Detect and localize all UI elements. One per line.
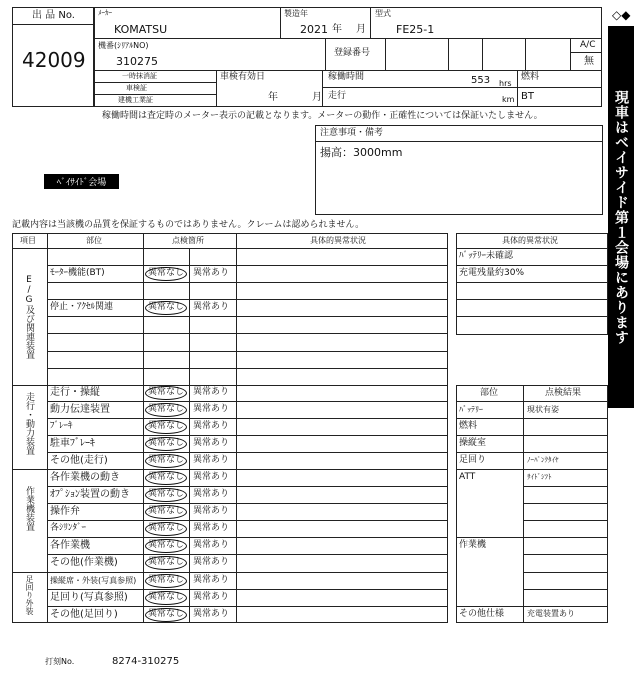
group-exterior: 足回り外装 xyxy=(25,575,34,615)
remarks-text: 揚高：3000mm xyxy=(320,146,403,159)
year-label: 製造年 xyxy=(284,9,308,18)
col-point: 点検箇所 xyxy=(172,236,204,245)
part-cab-exterior: 操縦席・外装(写真参照) xyxy=(50,576,137,585)
side-diamonds-bottom: ◇◆ xyxy=(612,380,631,394)
side-banner: 現車はベイサイド第１会場にあります xyxy=(608,26,634,408)
detail-line-2: 充電残量約30% xyxy=(459,268,525,278)
group-work: 作業機装置 xyxy=(24,486,34,531)
disclaimer: 記載内容は当該機の品質を保証するものではありません。クレームは認められません。 xyxy=(12,220,365,230)
serial-value: 310275 xyxy=(116,55,158,68)
remarks-title: 注意事項・備考 xyxy=(320,128,384,138)
col-item: 項目 xyxy=(20,236,36,245)
model-label: 型式 xyxy=(375,9,391,18)
shaken-month-unit: 月 xyxy=(312,92,322,103)
fuel-value: BT xyxy=(521,91,534,102)
temp-cancel-label: 一時抹消証 xyxy=(122,72,157,80)
venue-badge: ﾍﾞｲｻｲﾄﾞ会場 xyxy=(44,174,119,189)
result-part-att: ATT xyxy=(459,472,476,482)
serial-label: 機番(ｼﾘｱﾙNO) xyxy=(98,41,149,50)
result-part-fuel: 燃料 xyxy=(459,421,478,431)
construction-cert-label: 建機工業証 xyxy=(118,96,153,104)
part-parking-brake: 駐車ﾌﾞﾚｰｷ xyxy=(50,438,95,449)
col-detail: 具体的異常状況 xyxy=(310,236,366,245)
right-detail-header: 具体的異常状況 xyxy=(502,236,558,245)
results-header-result: 点検結果 xyxy=(545,388,582,398)
maker-value: KOMATSU xyxy=(114,23,168,36)
ac-label: A/C xyxy=(580,40,596,50)
part-work-motion: 各作業機の動き xyxy=(50,472,120,483)
part-cylinder: 各ｼﾘﾝﾀﾞｰ xyxy=(50,523,87,533)
part-other-work: その他(作業機) xyxy=(50,557,118,568)
shaken-year-unit: 年 xyxy=(268,92,278,103)
stamp-number: 8274-310275 xyxy=(112,656,180,667)
stamp-label: 打刻No. xyxy=(45,657,75,666)
km-unit: km xyxy=(502,95,515,104)
shaken-label: 車検有効日 xyxy=(220,72,266,82)
side-diamonds-top: ◇◆ xyxy=(612,8,631,22)
group-engine: E/G及び関連装置 xyxy=(24,275,34,359)
maker-label: ﾒｰｶｰ xyxy=(98,9,112,17)
part-brake: ﾌﾞﾚｰｷ xyxy=(50,421,73,431)
part-option-motion: ｵﾌﾟｼｮﾝ装置の動き xyxy=(50,489,130,500)
result-part-cab: 操縦室 xyxy=(459,438,487,448)
registration-label: 登録番号 xyxy=(334,48,371,58)
part-valve: 操作弁 xyxy=(50,506,80,517)
result-part-battery: ﾊﾞｯﾃﾘｰ xyxy=(459,405,483,414)
result-value-undercarriage: ﾉｰﾊﾟﾝｸﾀｲﾔ xyxy=(527,456,559,464)
result-value-att: ｻｲﾄﾞｼﾌﾄ xyxy=(527,473,552,481)
inspection-cert-label: 車検証 xyxy=(126,84,147,92)
lot-label: 出 品 No. xyxy=(32,10,75,21)
result-value-other: 充電装置あり xyxy=(527,609,575,618)
year-unit: 年 xyxy=(332,24,342,35)
hours-label: 稼働時間 xyxy=(328,72,365,82)
group-travel: 走行・動力装置 xyxy=(24,392,34,455)
ac-value: 無 xyxy=(584,56,594,67)
part-work-machine: 各作業機 xyxy=(50,540,90,551)
part-stop-accel: 停止・ｱｸｾﾙ関連 xyxy=(50,302,114,312)
hours-value: 553 xyxy=(471,75,491,86)
year-value: 2021 xyxy=(300,23,328,36)
travel-label: 走行 xyxy=(328,91,347,101)
part-motor: ﾓｰﾀｰ機能(BT) xyxy=(50,268,105,278)
part-transmission: 動力伝達装置 xyxy=(50,404,110,415)
result-part-other: その他仕様 xyxy=(459,609,505,619)
hours-note: 稼働時間は査定時のメーター表示の記載となります。メーターの動作・正確性については保証いたしません。 xyxy=(102,111,543,121)
results-header-part: 部位 xyxy=(480,388,499,398)
hours-unit: hrs xyxy=(499,79,512,88)
month-unit: 月 xyxy=(356,24,366,35)
part-other-undercarriage: その他(足回り) xyxy=(50,609,118,620)
part-travel: 走行・操縦 xyxy=(50,387,100,398)
part-other-travel: その他(走行) xyxy=(50,455,108,466)
detail-line-1: ﾊﾞｯﾃﾘｰ未確認 xyxy=(459,251,514,261)
col-part: 部位 xyxy=(86,236,102,245)
model-value: FE25-1 xyxy=(396,23,435,36)
result-part-work: 作業機 xyxy=(459,540,487,550)
lot-number: 42009 xyxy=(22,48,86,72)
fuel-label: 燃料 xyxy=(521,72,540,82)
result-value-battery: 現状有姿 xyxy=(527,405,559,414)
remarks-box xyxy=(315,125,603,215)
result-part-undercarriage: 足回り xyxy=(459,455,487,465)
part-undercarriage: 足回り(写真参照) xyxy=(50,592,128,603)
